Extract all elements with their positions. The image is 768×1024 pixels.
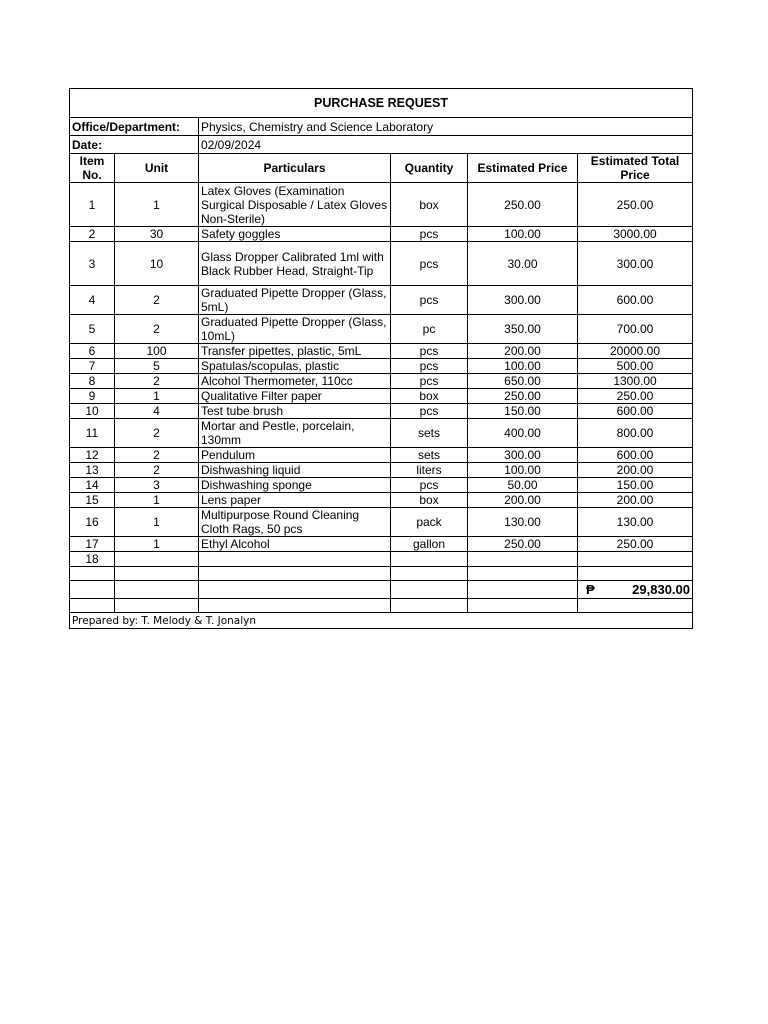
cell-estimated-total: 250.00 <box>578 389 693 404</box>
cell-quantity: sets <box>391 419 468 448</box>
cell-unit: 100 <box>115 344 199 359</box>
cell-item-no: 7 <box>70 359 115 374</box>
cell-particulars: Spatulas/scopulas, plastic <box>199 359 391 374</box>
cell-unit: 1 <box>115 183 199 227</box>
cell-unit: 3 <box>115 478 199 493</box>
cell-estimated-total: 130.00 <box>578 508 693 537</box>
cell-estimated-price: 300.00 <box>468 286 578 315</box>
cell-item-no: 16 <box>70 508 115 537</box>
cell-quantity: pcs <box>391 359 468 374</box>
cell-unit: 2 <box>115 315 199 344</box>
header-item-no: Item No. <box>70 154 115 183</box>
table-row <box>70 419 693 448</box>
cell-estimated-total: 300.00 <box>578 242 693 286</box>
cell-estimated-price: 650.00 <box>468 374 578 389</box>
cell-item-no: 18 <box>70 552 115 567</box>
cell-particulars: Latex Gloves (Examination Surgical Disposable / Latex Gloves Non-Sterile) <box>199 183 391 227</box>
cell-particulars: Lens paper <box>199 493 391 508</box>
cell-estimated-price <box>468 552 578 567</box>
cell-item-no: 14 <box>70 478 115 493</box>
cell-unit: 1 <box>115 493 199 508</box>
cell-quantity: liters <box>391 463 468 478</box>
table-row <box>70 374 693 389</box>
cell-estimated-total: 500.00 <box>578 359 693 374</box>
cell-particulars <box>199 552 391 567</box>
cell-item-no: 2 <box>70 227 115 242</box>
cell-quantity: pcs <box>391 478 468 493</box>
cell-quantity: box <box>391 183 468 227</box>
cell-quantity: box <box>391 389 468 404</box>
cell-unit: 10 <box>115 242 199 286</box>
cell-particulars: Transfer pipettes, plastic, 5mL <box>199 344 391 359</box>
table-row <box>70 359 693 374</box>
cell-estimated-price: 250.00 <box>468 537 578 552</box>
cell-quantity: pcs <box>391 242 468 286</box>
cell-estimated-total: 3000.00 <box>578 227 693 242</box>
table-row <box>70 552 693 567</box>
cell-particulars: Mortar and Pestle, porcelain, 130mm <box>199 419 391 448</box>
cell-particulars: Safety goggles <box>199 227 391 242</box>
cell-quantity: sets <box>391 448 468 463</box>
cell-item-no: 11 <box>70 419 115 448</box>
cell-unit: 4 <box>115 404 199 419</box>
blank-row <box>70 599 693 613</box>
prepared-by: Prepared by: T. Melody & T. Jonalyn <box>70 613 693 629</box>
cell-quantity <box>391 552 468 567</box>
item-rows <box>70 183 693 567</box>
cell-item-no: 6 <box>70 344 115 359</box>
header-particulars: Particulars <box>199 154 391 183</box>
table-row <box>70 493 693 508</box>
cell-estimated-price: 300.00 <box>468 448 578 463</box>
cell-particulars: Alcohol Thermometer, 110cc <box>199 374 391 389</box>
table-row <box>70 315 693 344</box>
cell-unit: 1 <box>115 389 199 404</box>
table-row <box>70 286 693 315</box>
date-label: Date: <box>70 136 199 154</box>
cell-item-no: 1 <box>70 183 115 227</box>
cell-estimated-total: 150.00 <box>578 478 693 493</box>
table-row <box>70 242 693 286</box>
cell-unit <box>115 552 199 567</box>
table-row <box>70 478 693 493</box>
cell-estimated-price: 100.00 <box>468 359 578 374</box>
cell-quantity: pcs <box>391 374 468 389</box>
cell-quantity: pcs <box>391 344 468 359</box>
cell-particulars: Graduated Pipette Dropper (Glass, 5mL) <box>199 286 391 315</box>
cell-unit: 2 <box>115 448 199 463</box>
cell-particulars: Pendulum <box>199 448 391 463</box>
date-value: 02/09/2024 <box>199 136 693 154</box>
cell-unit: 1 <box>115 508 199 537</box>
header-unit: Unit <box>115 154 199 183</box>
cell-quantity: pack <box>391 508 468 537</box>
cell-estimated-price: 250.00 <box>468 389 578 404</box>
cell-estimated-price: 250.00 <box>468 183 578 227</box>
cell-quantity: box <box>391 493 468 508</box>
cell-estimated-total: 20000.00 <box>578 344 693 359</box>
cell-estimated-price: 150.00 <box>468 404 578 419</box>
cell-unit: 30 <box>115 227 199 242</box>
cell-item-no: 9 <box>70 389 115 404</box>
cell-item-no: 8 <box>70 374 115 389</box>
cell-unit: 5 <box>115 359 199 374</box>
cell-quantity: pcs <box>391 227 468 242</box>
cell-estimated-total: 250.00 <box>578 537 693 552</box>
cell-particulars: Dishwashing sponge <box>199 478 391 493</box>
total-row <box>70 581 693 599</box>
table-row <box>70 344 693 359</box>
cell-item-no: 4 <box>70 286 115 315</box>
cell-estimated-price: 200.00 <box>468 344 578 359</box>
cell-estimated-total: 700.00 <box>578 315 693 344</box>
cell-quantity: gallon <box>391 537 468 552</box>
cell-estimated-price: 130.00 <box>468 508 578 537</box>
cell-particulars: Multipurpose Round Cleaning Cloth Rags, 50 pcs <box>199 508 391 537</box>
cell-unit: 2 <box>115 374 199 389</box>
purchase-request-table <box>69 88 693 629</box>
cell-unit: 2 <box>115 463 199 478</box>
cell-quantity: pcs <box>391 286 468 315</box>
cell-estimated-total: 600.00 <box>578 404 693 419</box>
table-row <box>70 227 693 242</box>
cell-estimated-price: 30.00 <box>468 242 578 286</box>
cell-item-no: 17 <box>70 537 115 552</box>
cell-estimated-total: 1300.00 <box>578 374 693 389</box>
cell-estimated-total: 600.00 <box>578 448 693 463</box>
cell-estimated-total: 250.00 <box>578 183 693 227</box>
cell-estimated-price: 200.00 <box>468 493 578 508</box>
cell-estimated-price: 350.00 <box>468 315 578 344</box>
cell-item-no: 5 <box>70 315 115 344</box>
document-title: PURCHASE REQUEST <box>70 89 693 118</box>
cell-particulars: Glass Dropper Calibrated 1ml with Black Rubber Head, Straight-Tip <box>199 242 391 286</box>
cell-estimated-total: 600.00 <box>578 286 693 315</box>
table-row <box>70 183 693 227</box>
grand-total <box>578 581 693 599</box>
currency-symbol: ₱ <box>586 581 595 597</box>
cell-item-no: 15 <box>70 493 115 508</box>
cell-particulars: Qualitative Filter paper <box>199 389 391 404</box>
cell-estimated-total: 200.00 <box>578 463 693 478</box>
table-row <box>70 537 693 552</box>
cell-particulars: Graduated Pipette Dropper (Glass, 10mL) <box>199 315 391 344</box>
cell-item-no: 12 <box>70 448 115 463</box>
cell-unit: 2 <box>115 286 199 315</box>
blank-row <box>70 567 693 581</box>
header-quantity: Quantity <box>391 154 468 183</box>
cell-estimated-total: 800.00 <box>578 419 693 448</box>
table-row <box>70 508 693 537</box>
cell-estimated-total: 200.00 <box>578 493 693 508</box>
cell-particulars: Dishwashing liquid <box>199 463 391 478</box>
cell-estimated-price: 50.00 <box>468 478 578 493</box>
cell-estimated-price: 400.00 <box>468 419 578 448</box>
cell-particulars: Ethyl Alcohol <box>199 537 391 552</box>
office-value: Physics, Chemistry and Science Laboratory <box>199 118 693 136</box>
table-row <box>70 389 693 404</box>
cell-quantity: pc <box>391 315 468 344</box>
cell-estimated-price: 100.00 <box>468 463 578 478</box>
grand-total-value: 29,830.00 <box>632 581 691 597</box>
cell-quantity: pcs <box>391 404 468 419</box>
cell-item-no: 3 <box>70 242 115 286</box>
cell-item-no: 10 <box>70 404 115 419</box>
table-row <box>70 448 693 463</box>
cell-item-no: 13 <box>70 463 115 478</box>
header-estimated-price: Estimated Price <box>468 154 578 183</box>
cell-particulars: Test tube brush <box>199 404 391 419</box>
office-label: Office/Department: <box>70 118 199 136</box>
cell-unit: 2 <box>115 419 199 448</box>
cell-estimated-price: 100.00 <box>468 227 578 242</box>
table-row <box>70 404 693 419</box>
cell-estimated-total <box>578 552 693 567</box>
table-row <box>70 463 693 478</box>
cell-unit: 1 <box>115 537 199 552</box>
header-estimated-total-price: Estimated Total Price <box>578 154 693 183</box>
